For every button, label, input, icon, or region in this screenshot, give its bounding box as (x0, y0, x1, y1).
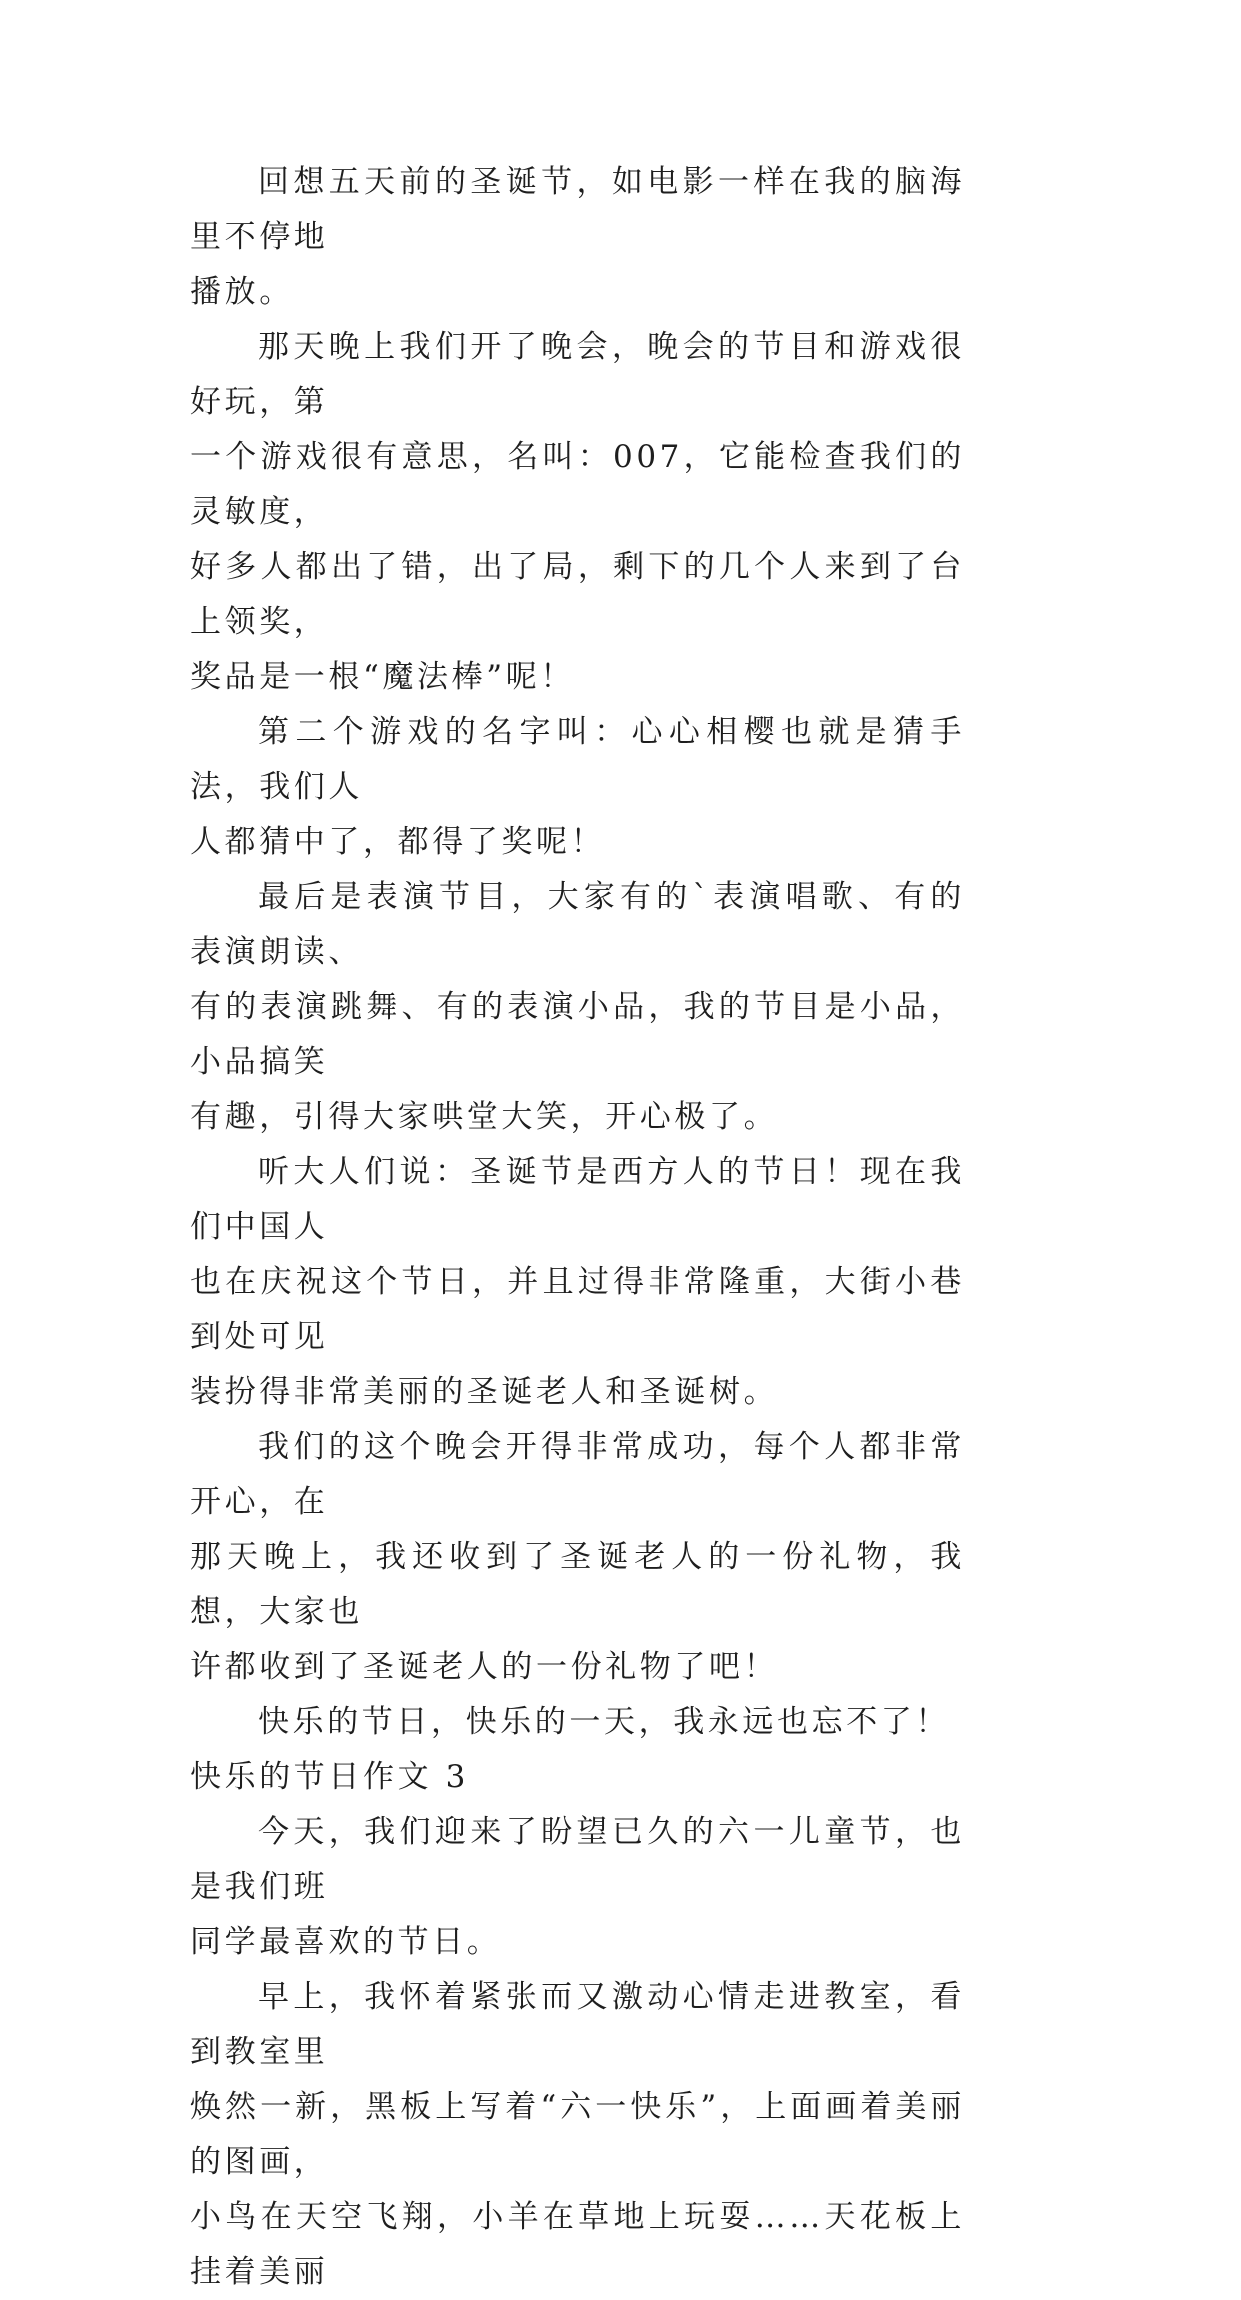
text-line: 好多人都出了错，出了局，剩下的几个人来到了台上领奖， (190, 549, 965, 640)
text-line: 有的表演跳舞、有的表演小品，我的节目是小品，小品搞笑 (190, 989, 965, 1080)
text-line: 播放。 (190, 274, 294, 310)
text-line: 第二个游戏的名字叫：心心相樱也就是猜手法，我们人 (190, 714, 965, 805)
paragraph (190, 1695, 965, 1750)
text-line: 一个游戏很有意思，名叫：007，它能检查我们的灵敏度， (190, 439, 965, 530)
text-line: 听大人们说：圣诞节是西方人的节日！现在我们中国人 (190, 1154, 965, 1245)
paragraph (190, 1420, 965, 1695)
text-line: 我们的这个晚会开得非常成功，每个人都非常开心，在 (190, 1429, 965, 1520)
text-line: 回想五天前的圣诞节，如电影一样在我的脑海里不停地 (190, 164, 965, 255)
text-line: 有趣，引得大家哄堂大笑，开心极了。 (190, 1099, 779, 1135)
text-line: 小鸟在天空飞翔，小羊在草地上玩耍……天花板上挂着美丽 (190, 2199, 965, 2290)
body-text (190, 155, 965, 2300)
paragraph (190, 155, 965, 320)
text-line: 快乐的节日，快乐的一天，我永远也忘不了！ (258, 1704, 950, 1740)
text-line: 奖品是一根“魔法棒”呢！ (190, 659, 575, 695)
text-line: 人都猜中了，都得了奖呢！ (190, 824, 606, 860)
text-line: 早上，我怀着紧张而又激动心情走进教室，看到教室里 (190, 1979, 965, 2070)
paragraph (190, 870, 965, 1145)
text-line: 同学最喜欢的节日。 (190, 1924, 502, 1960)
text-line: 装扮得非常美丽的圣诞老人和圣诞树。 (190, 1374, 779, 1410)
text-line: 今天，我们迎来了盼望已久的六一儿童节，也是我们班 (190, 1814, 965, 1905)
paragraph (190, 1805, 965, 1970)
paragraph (190, 320, 965, 705)
text-line: 那天晚上我们开了晚会，晚会的节目和游戏很好玩，第 (190, 329, 965, 420)
text-line: 许都收到了圣诞老人的一份礼物了吧！ (190, 1649, 779, 1685)
paragraph (190, 705, 965, 870)
text-line: 焕然一新，黑板上写着“六一快乐”，上面画着美丽的图画， (190, 2089, 965, 2180)
paragraph (190, 1145, 965, 1420)
section-heading: 快乐的节日作文 3 (190, 1759, 469, 1795)
text-line: 那天晚上，我还收到了圣诞老人的一份礼物，我想，大家也 (190, 1539, 965, 1630)
paragraph (190, 1970, 965, 2300)
text-line: 最后是表演节目，大家有的`表演唱歌、有的表演朗读、 (190, 879, 965, 970)
text-line: 也在庆祝这个节日，并且过得非常隆重，大街小巷到处可见 (190, 1264, 965, 1355)
